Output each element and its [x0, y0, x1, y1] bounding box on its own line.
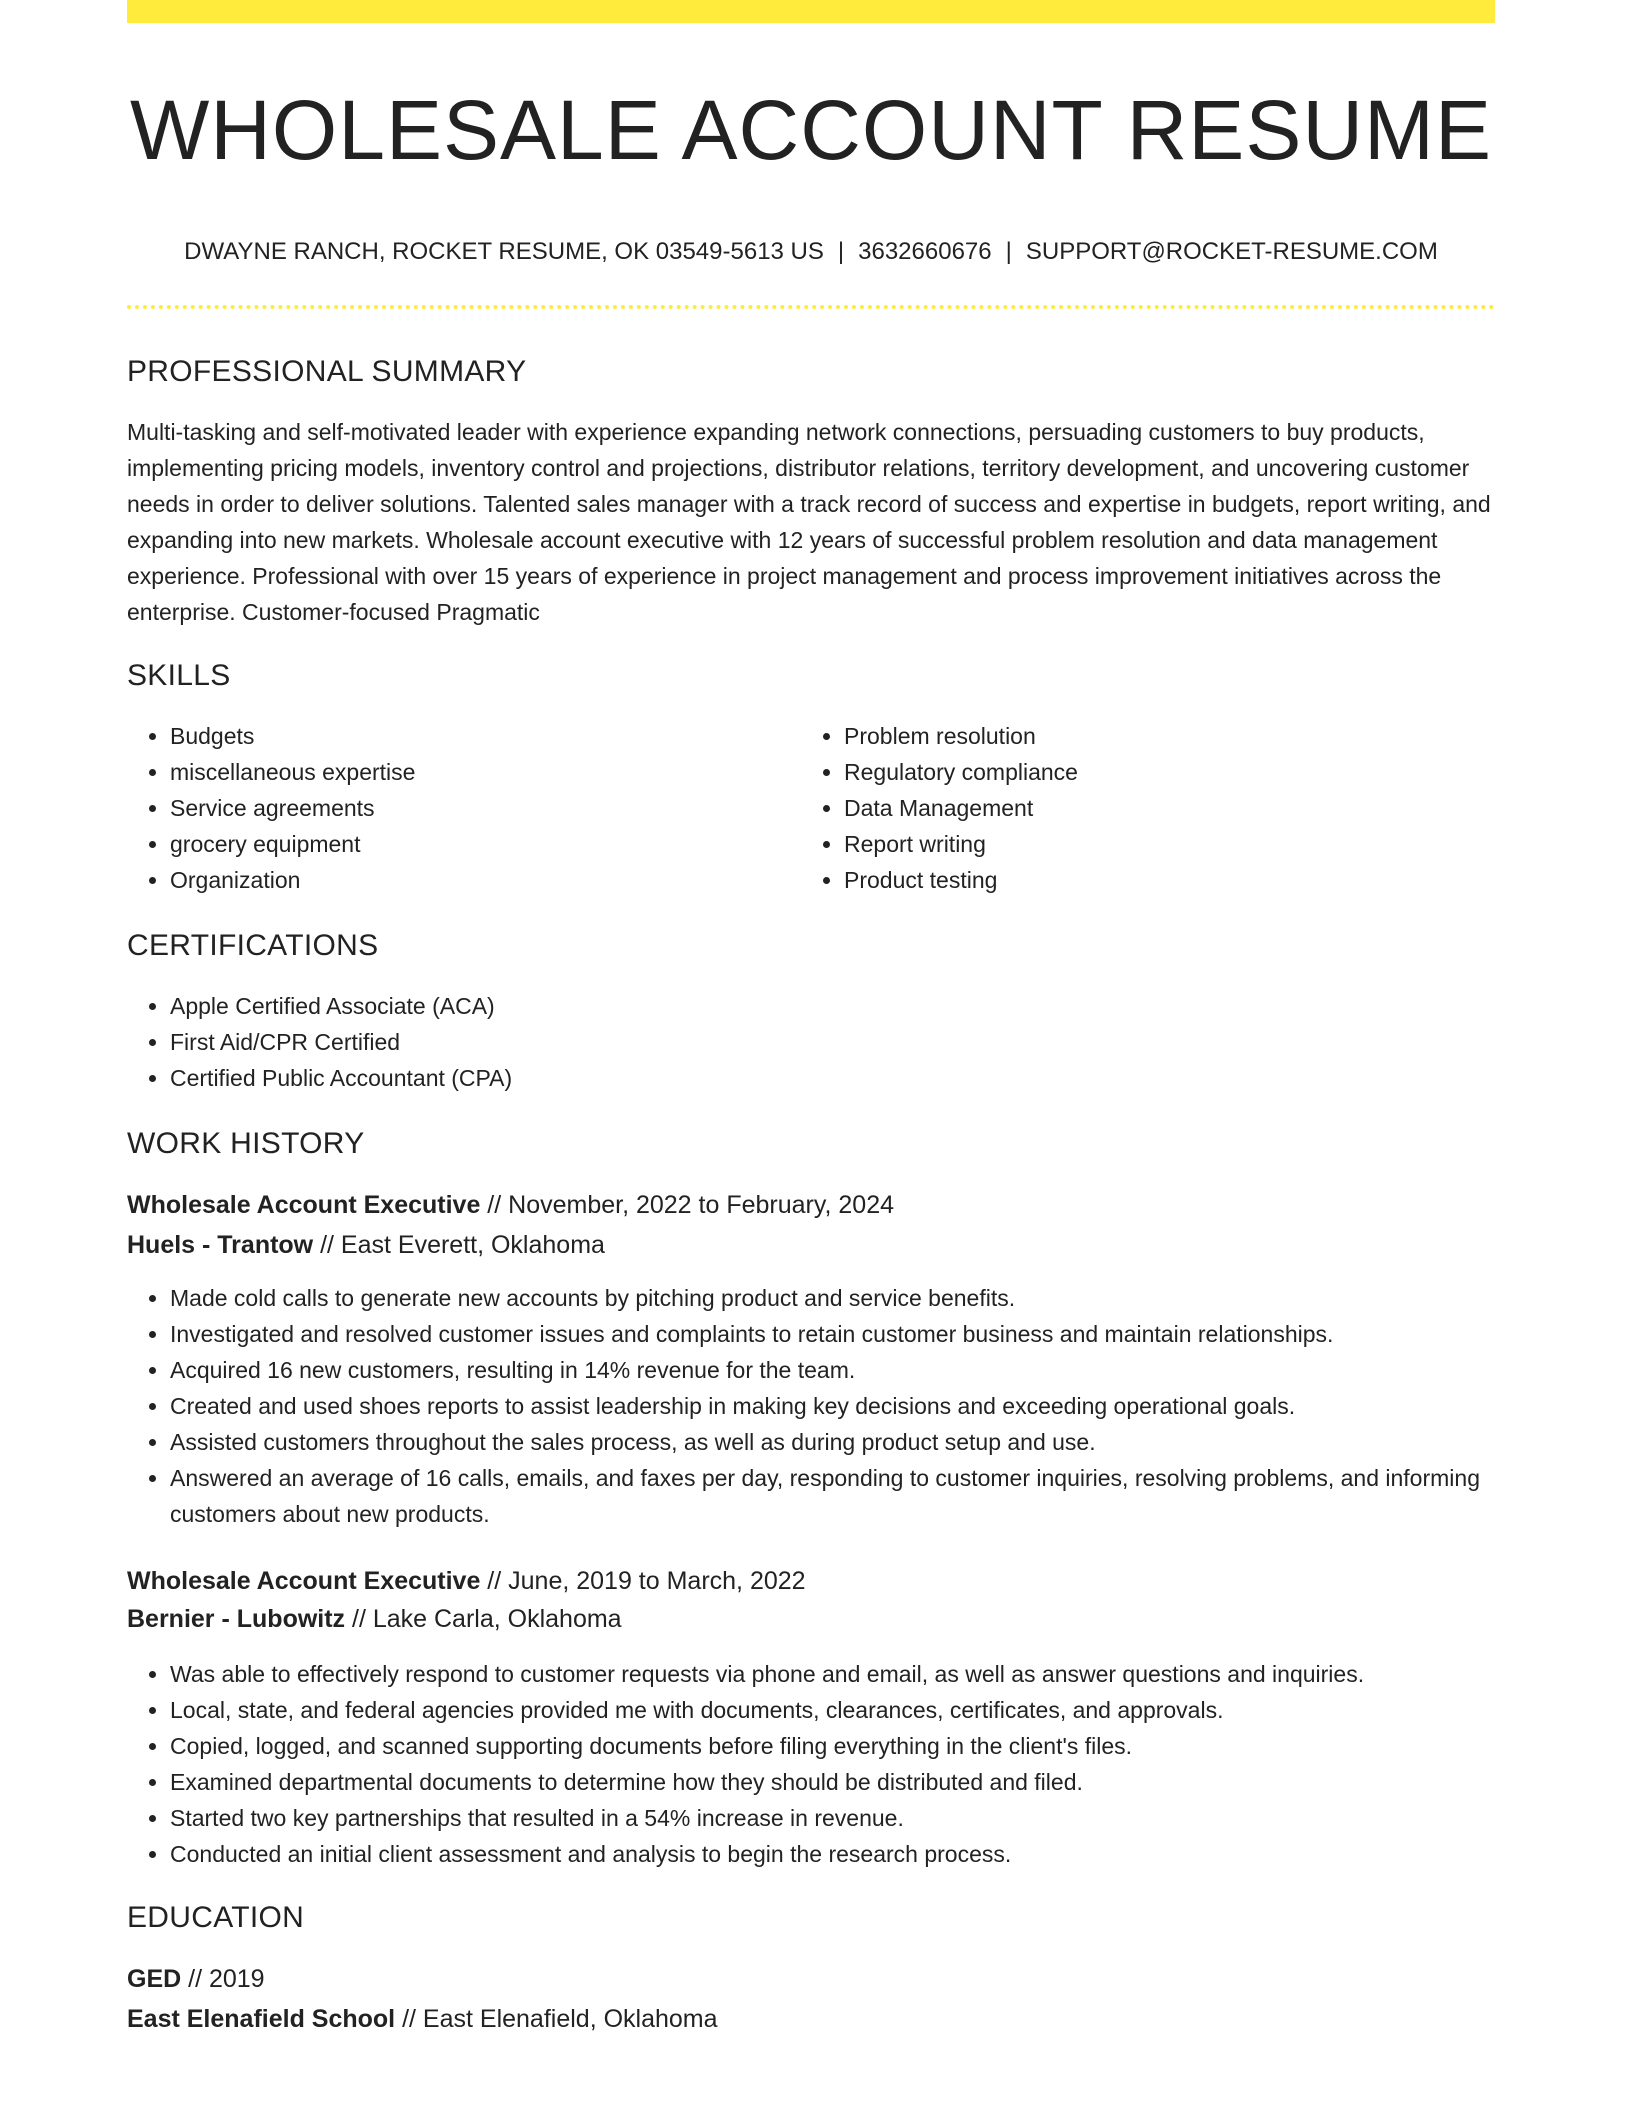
- list-item: • Data Management: [844, 790, 1464, 826]
- list-item: • Report writing: [844, 826, 1464, 862]
- job-title-line: [127, 1562, 806, 1600]
- list-item: • Budgets: [170, 718, 790, 754]
- list-item: • Acquired 16 new customers, resulting in 14% revenue for the team.: [170, 1352, 1495, 1388]
- job-role: Wholesale Account Executive: [127, 1567, 481, 1595]
- skills-list-right: [801, 718, 1464, 898]
- list-item: • Certified Public Accountant (CPA): [170, 1060, 1538, 1096]
- list-item: • Problem resolution: [844, 718, 1464, 754]
- education-year: // 2019: [181, 1965, 265, 1993]
- list-item: • Copied, logged, and scanned supporting documents before filing everything in the client's files.: [170, 1728, 1538, 1764]
- list-item: • miscellaneous expertise: [170, 754, 790, 790]
- job-company-line: [127, 1226, 605, 1264]
- skills-list-left: [127, 718, 790, 898]
- list-item: • Created and used shoes reports to assist leadership in making key decisions and exceeding operational goals.: [170, 1388, 1495, 1424]
- contact-separator: |: [837, 238, 845, 265]
- education-degree: GED: [127, 1965, 182, 1993]
- list-item: • Made cold calls to generate new accounts by pitching product and service benefits.: [170, 1280, 1495, 1316]
- job-location: // Lake Carla, Oklahoma: [345, 1605, 622, 1633]
- education-school: East Elenafield School: [127, 2005, 396, 2033]
- list-item: • Local, state, and federal agencies provided me with documents, clearances, certificates, and approvals.: [170, 1692, 1538, 1728]
- list-item: • grocery equipment: [170, 826, 790, 862]
- contact-email: SUPPORT@ROCKET-RESUME.COM: [1025, 238, 1438, 265]
- job-company: Bernier - Lubowitz: [127, 1605, 346, 1633]
- header-divider: [127, 305, 1495, 309]
- job-company-line: [127, 1600, 622, 1638]
- list-item: • Product testing: [844, 862, 1464, 898]
- list-item: • Apple Certified Associate (ACA): [170, 988, 1538, 1024]
- job-bullets: [127, 1280, 1495, 1532]
- education-degree-line: [127, 1960, 265, 1998]
- job-role: Wholesale Account Executive: [127, 1191, 481, 1219]
- contact-line: [127, 236, 1495, 268]
- contact-phone: 3632660676: [858, 238, 992, 265]
- job-location: // East Everett, Oklahoma: [313, 1231, 605, 1259]
- list-item: • Started two key partnerships that resulted in a 54% increase in revenue.: [170, 1800, 1538, 1836]
- list-item: • Conducted an initial client assessment and analysis to begin the research process.: [170, 1836, 1538, 1872]
- job-title-line: [127, 1186, 894, 1224]
- resume-title: WHOLESALE ACCOUNT RESUME: [129, 83, 1493, 177]
- job-company: Huels - Trantow: [127, 1231, 314, 1259]
- job-dates: // June, 2019 to March, 2022: [480, 1567, 806, 1595]
- contact-separator: |: [1005, 238, 1012, 265]
- list-item: • Service agreements: [170, 790, 790, 826]
- section-title-certifications: CERTIFICATIONS: [127, 929, 379, 962]
- list-item: • Investigated and resolved customer issues and complaints to retain customer business and maintain relationships.: [170, 1316, 1495, 1352]
- job-dates: // November, 2022 to February, 2024: [480, 1191, 895, 1219]
- job-bullets: [127, 1656, 1538, 1872]
- section-title-work-history: WORK HISTORY: [127, 1127, 365, 1160]
- list-item: • Answered an average of 16 calls, emails, and faxes per day, responding to customer inquiries, resolving problems, and informing customers about new products.: [170, 1460, 1495, 1532]
- education-location: // East Elenafield, Oklahoma: [395, 2005, 718, 2033]
- list-item: • First Aid/CPR Certified: [170, 1024, 1538, 1060]
- section-title-education: EDUCATION: [127, 1901, 305, 1934]
- list-item: • Organization: [170, 862, 790, 898]
- certifications-list: [127, 988, 1538, 1096]
- summary-text: Multi-tasking and self-motivated leader with experience expanding network connections, persuading customers to buy products, implementing pricing models, inventory control and projections, distributor relations, territory development, and uncovering customer needs in order to deliver solutions. Talented sales manager with a track record of success and expertise in budgets, report writing, and expanding into new markets. Wholesale account executive with 12 years of successful problem resolution and data management experience. Professional with over 15 years of experience in project management and process improvement initiatives across the enterprise. Customer-focused Pragmatic: [127, 419, 1491, 625]
- list-item: • Examined departmental documents to determine how they should be distributed and filed.: [170, 1764, 1538, 1800]
- section-title-skills: SKILLS: [127, 659, 231, 692]
- contact-address: DWAYNE RANCH, ROCKET RESUME, OK 03549-5613 US: [184, 238, 824, 265]
- list-item: • Regulatory compliance: [844, 754, 1464, 790]
- top-accent-bar: [127, 0, 1495, 23]
- section-title-summary: PROFESSIONAL SUMMARY: [127, 355, 527, 388]
- education-school-line: [127, 2000, 718, 2038]
- list-item: • Was able to effectively respond to customer requests via phone and email, as well as answer questions and inquiries.: [170, 1656, 1538, 1692]
- list-item: • Assisted customers throughout the sales process, as well as during product setup and use.: [170, 1424, 1495, 1460]
